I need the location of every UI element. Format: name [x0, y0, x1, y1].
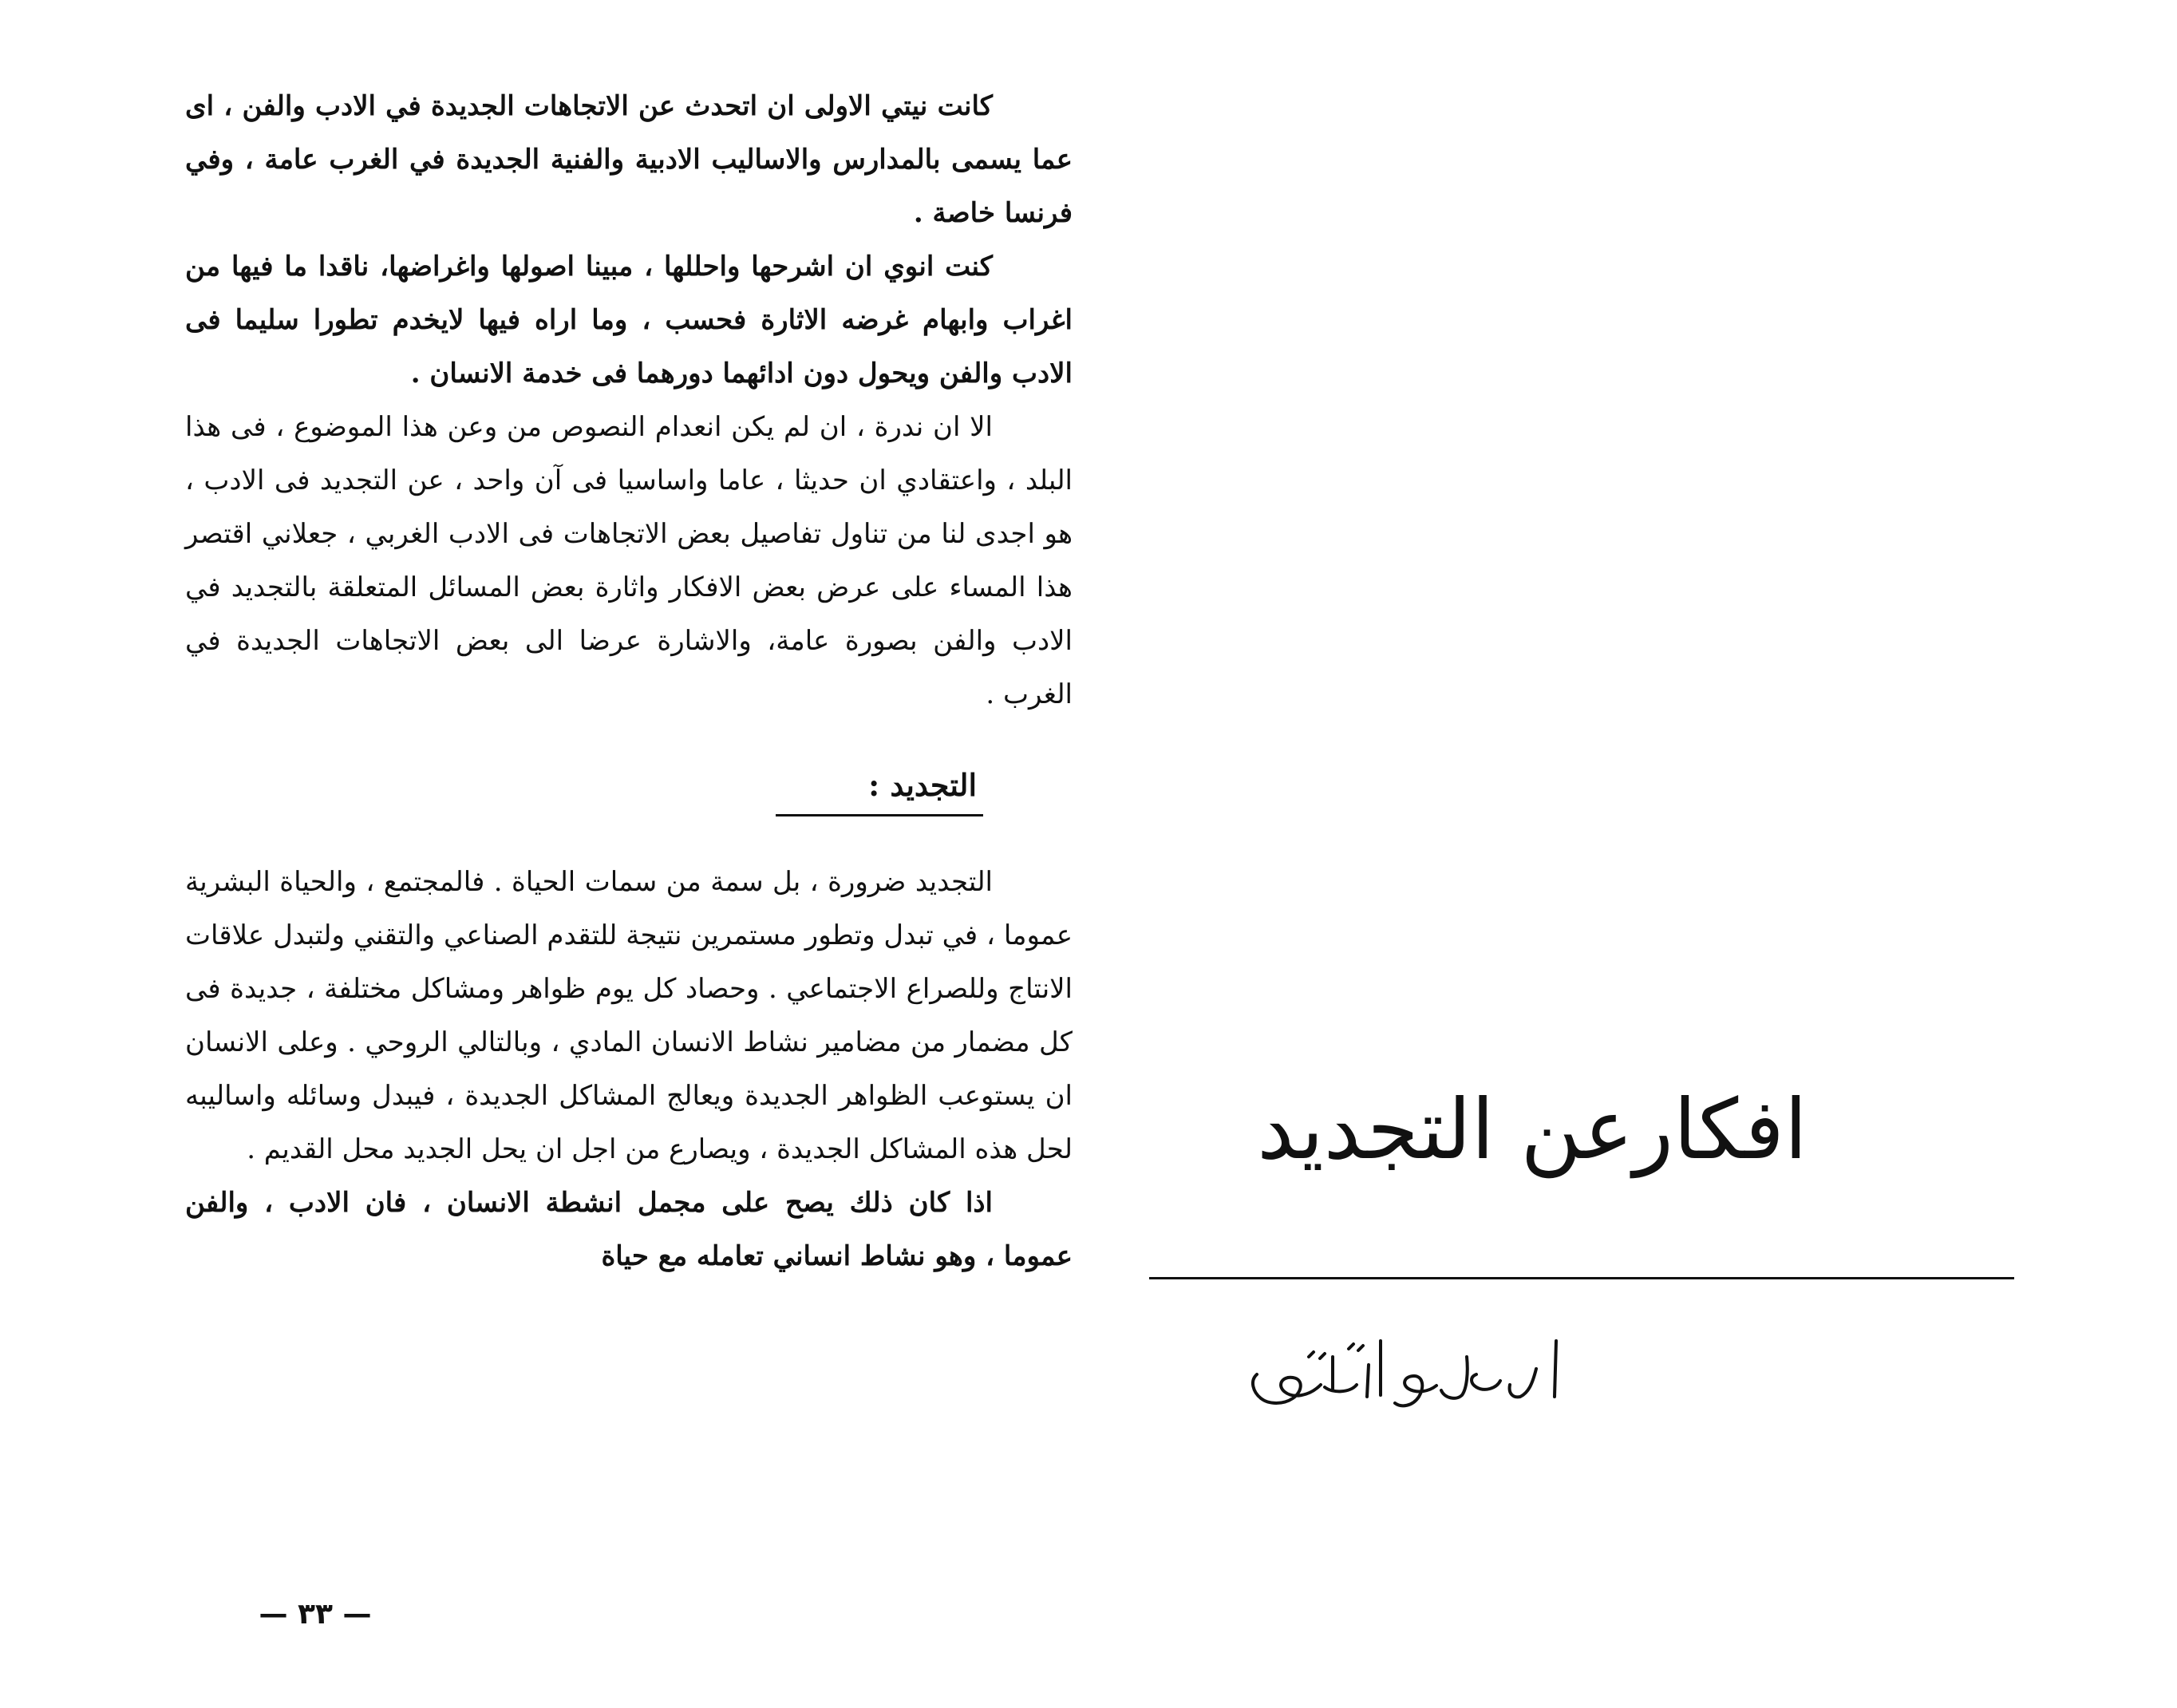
section-heading: التجديد :	[868, 767, 977, 803]
page-number: — ٣٣ —	[259, 1598, 372, 1631]
section-paragraph-2: اذا كان ذلك يصح على مجمل انشطة الانسان ، فان الادب ، والفن عموما ، وهو نشاط انساني تعامله مع حياة	[185, 1187, 1073, 1272]
heading-underline	[776, 814, 983, 816]
article-text-column	[185, 80, 1073, 1283]
intro-paragraph-3: الا ان ندرة ، ان لم يكن انعدام النصوص من وعن هذا الموضوع ، فى هذا البلد ، واعتقادي ان حديثا ، عاما واساسيا فى آن واحد ، عن التجديد فى الادب ، هو اجدى لنا من تناول تفاصيل بعض الاتجاهات فى الادب الغربي ، جعلاني اقتصر هذا المساء على عرض بعض الافكار واثارة بعض المسائل المتعلقة بالتجديد في الادب والفن بصورة عامة، والاشارة عرضا الى بعض الاتجاهات الجديدة في الغرب .	[185, 411, 1073, 710]
section-heading-block	[185, 753, 1073, 856]
intro-paragraph-2: كنت انوي ان اشرحها واحللها ، مبينا اصولها واغراضها، ناقدا ما فيها من اغراب وابهام غرضه الاثارة فحسب ، وما اراه فيها لايخدم تطورا سليما فى الادب والفن ويحول دون ادائهما دورهما فى خدمة الانسان .	[185, 251, 1073, 389]
section-paragraph-1: التجديد ضرورة ، بل سمة من سمات الحياة . فالمجتمع ، والحياة البشرية عموما ، في تبدل وتطور مستمرين نتيجة للتقدم الصناعي والتقني ولتبدل علاقات الانتاج وللصراع الاجتماعي . وحصاد كل يوم ظواهر ومشاكل مختلفة ، جديدة فى كل مضمار من مضامير نشاط الانسان المادي ، وبالتالي الروحي . وعلى الانسان ان يستوعب الظواهر الجديدة ويعالج المشاكل الجديدة ، فيبدل وسائله واساليبه لحل هذه المشاكل الجديدة ، ويصارع من اجل ان يحل الجديد محل القديم .	[185, 866, 1073, 1165]
author-signature	[1213, 1309, 1580, 1437]
title-divider	[1149, 1277, 2014, 1279]
intro-paragraph-1: كانت نيتي الاولى ان اتحدث عن الاتجاهات الجديدة في الادب والفن ، اى عما يسمى بالمدارس والاساليب الادبية والفنية الجديدة في الغرب عامة ، وفي فرنسا خاصة .	[185, 90, 1073, 229]
article-title: افكارعن التجديد	[1257, 1081, 1808, 1178]
author-signature-handwriting	[1213, 1309, 1580, 1437]
